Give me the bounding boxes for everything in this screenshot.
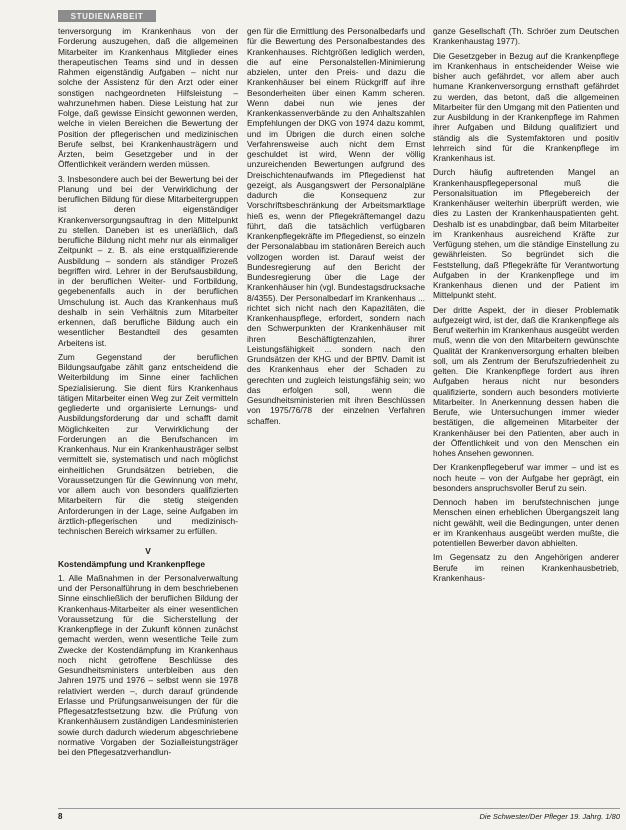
section-header-tab: STUDIENARBEIT (58, 10, 156, 22)
section-heading: Kostendämpfung und Krankenpflege (58, 558, 206, 569)
paragraph: Dennoch haben im berufstechnischen junge Menschen einen erheblichen Übergangszeit lang nicht gewählt, weil die Bedingungen, unter denen er im Krankenhaus ausgeübt werden mußte, die potentiellen Bewerber davon abhielten. (433, 497, 619, 548)
paragraph: Durch häufig auftretenden Mangel an Krankenhauspflegepersonal muß die Personalsituation im Pflegebereich der Krankenhäuser weiterhin überprüft werden, wie dies zu Lasten der Krankenhauspatienten geht. Deshalb ist es unabdingbar, daß beim Mitarbeiter im Krankenhaus ausreichend Kräfte zur Verfügung stehen, um die ständige Einstellung zu gewährleisten. So begründet sich die Feststellung, daß Pflegekräfte für Verantwortung Aufgaben in der Krankenpflege und im Krankenhaus dienen und der Patient im Mittelpunkt steht. (433, 167, 619, 301)
paragraph: Der dritte Aspekt, der in dieser Problematik aufgezeigt wird, ist der, daß die Krankenpflege als Beruf weiterhin im Krankenhaus ausgeübt werden muß, wenn die von den Mitarbeitern gewünschte Qualität der Krankenversorgung erhalten bleiben soll, um als Zentrum der Berufszufriedenheit zu gelten. Die Krankenpflege fordert aus ihren Aufgaben heraus nicht nur besonders qualifizierte, sondern auch besonders motivierte Mitarbeiter. In Anerkennung dessen haben die Berufe, wie Untersuchungen immer wieder bestätigen, die allgemeinen Mitarbeiter der Krankenhäuser bei den Patienten, aber auch in der Öffentlichkeit und von den Menschen ein hohes Ansehen gewonnen. (433, 304, 619, 458)
page-number: 8 (58, 812, 63, 821)
paragraph: 1. Alle Maßnahmen in der Personalverwaltung und der Personalführung in dem beschriebenen Sinne einschließlich der beruflichen Bildung der Krankenhaus-Mitarbeiter als einer wesentlichen Voraussetzung für die Sicherstellung der Krankenpflege in der Zukunft können zunächst gemacht werden, wenn wesentliche Teile zum Zwecke der Kostendämpfung im Krankenhaus noch nicht getroffene Beschlüsse des Gesundheitsministers unterbleiben aus den Jahren 1975 und 1976 – selbst wenn sie 1978 relativiert werden –, durch darauf gründende Erlasse und Prüfungsanweisungen der für die Pflegesatzfestsetzung bzw. die Prüfung von Krankenhäusern zuständigen Landesministerien sowie durch dadurch wiederum abgeschriebene normative Vorgaben der Sozialleistungsträger bei den Pflegesatzverhandlun- (58, 572, 238, 757)
section-number: V (145, 546, 151, 557)
footer-divider (58, 808, 620, 809)
paragraph: 3. Insbesondere auch bei der Bewertung bei der Planung und bei der Verwirklichung der beruflichen Bildung für diese Mitarbeitergruppen ist deren eigenständiger Krankenversorgungsauftrag in den Mittelpunkt zu stellen. Daneben ist es unerläßlich, daß berufliche Bildung nicht mehr nur als einmaliger Zeitpunkt – z. B. als eine erstqualifizierende Ausbildung – sondern als ständiger Prozeß begriffen wird. Lehrer in der Berufsausbildung, in der beruflichen Weiter- und Fortbildung, gegebenenfalls auch in der beruflichen Umschulung ist. Auch das Krankenhaus muß deshalb in sein Verhältnis zum Mitarbeiter erkennen, daß berufliche Bildung auch ein wesentlicher Bestandteil des gesamten Arbeitens ist. (58, 173, 238, 348)
journal-citation: Die Schwester/Der Pfleger 19. Jahrg. 1/80 (479, 812, 620, 821)
paragraph: ganze Gesellschaft (Th. Schröer zum Deutschen Krankenhaustag 1977). (433, 26, 619, 47)
text-column-3 (433, 26, 619, 801)
paragraph: Die Gesetzgeber in Bezug auf die Krankenpflege im Krankenhaus in entscheidender Weise wie bisher auch gefährdet, vor allem aber auch humane Krankenversorgung ernsthaft gefährdet zu werden, das betont, daß die allgemeinen Mitarbeiter für den Umgang mit den Patienten und zur Ausbildung in der Krankenpflege im Rahmen ihrer Aufgaben und Bildung qualifiziert und ständig als die Systemfaktoren und positiv lehrreich sind für die Krankenpflege im Krankenhaus ist. (433, 50, 619, 163)
paragraph: Zum Gegenstand der beruflichen Bildungsaufgabe zählt ganz entscheidend die Weiterbildung im Sinne einer fachlichen Spezialisierung. Sie dient fürs Krankenhaus tätigen Mitarbeiter einen Weg zur Zeit vermitteln gegliederte und organisierte Lernungs- und Ausbildungsforderung dar und schafft damit Möglichkeiten zur Verwirklichung der Forderungen an die Berufschancen im Krankenhaus. Nur ein Krankenhausträger selbst vermittelt sie, systematisch und nach möglichst einheitlichen Grundsätzen betrieben, die Voraussetzungen für die Gewinnung von mehr, vor allem auch von besonders qualifizierten Mitarbeitern für die stetig steigenden Anforderungen in der Lage, seine Aufgaben im ärztlich-pflegerischen und medizinisch-technischen Bereich wirksamer zu erfüllen. (58, 351, 238, 536)
paragraph: tenversorgung im Krankenhaus von der Forderung auszugehen, daß die allgemeinen Mitarbeiter im Krankenhaus Mitglieder eines therapeutischen Teams sind und in dessen Rahmen eigenständig Aufgaben – nicht nur solche der Assistenz für den Arzt oder einer sonstigen nachgeordneten Hilfsleistung – wahrzunehmen haben. Diese Leistung hat zur Folge, daß gewisse Einsicht gewonnen werden, welche in vielen Bereichen die Bewertung der Position der pflegerischen und medizinischen Berufe selbst, bei Krankenhausträgern und Ärzten, beim Gesetzgeber und in der Öffentlichkeit verändern werden müssen. (58, 26, 238, 170)
paragraph: Im Gegensatz zu den Angehörigen anderer Berufe im reinen Krankenhausbetrieb, Krankenhaus- (433, 552, 619, 583)
text-column-2 (247, 26, 425, 801)
paragraph: gen für die Ermittlung des Personalbedarfs und für die Bewertung des Personalbestandes des Krankenhauses. Richtgrößen lediglich werden, die auf eine Personalstellen-Minimierung abzielen, unter den Preis- und dazu die Krankenhäuser bei einem Rückgriff auf ihre Besonderheiten über einen Kamm scheren. Wenn dabei nun wie jenes der Krankenkassenverbände zu den Anhaltszahlen Empfehlungen der DKG von 1974 dazu kommt, und im Übrigen die durch einen solche Verfahrensweise auch nicht dem Ernst geschuldet ist wird, Wenn der völlig unzureichenden Bewertungen aufgrund des Dreischichtenaufwands im Pflegedienst hat gezeigt, als Ausgangswert der Personalpläne dadurch die Konsequenz zur Vorschriftsbeschränkung der Arbeitsmarktlage hieß es, wenn der Pflegekräftemangel dazu führt, daß die tatsächlich verfügbaren Krankenpflegekräfte im Pflegedienst, so einzeln der Personalabbau im stationären Bereich auch vollzogen worden ist. Darauf weist der Bundesregierung auf den Bericht der Bundesregierung über die Lage der Krankenhäuser hin (vgl. Bundestagsdrucksache 8/4355). Der Personalbedarf im Krankenhaus ... richtet sich nicht nach den Kapazitäten, die Krankenhauspflege, erfordert, sondern nach den Schwerpunkten der Krankenhäuser mit ihren Beschäftigtenzahlen, ihrer Leistungsfähigkeit ... sondern nach den Grundsätzen der KHG und der BPflV. Damit ist des Krankenhaus eher der Schaden zu gerechten und zugleich leistungsfähig sein; wo das erfolgen soll, wenn die Gesundheitsministerien mit ihren Beschlüssen von 1975/76/78 der einzelnen Verfahren schaffen. (247, 26, 425, 426)
text-column-1 (58, 26, 238, 801)
paragraph: Der Krankenpflegeberuf war immer – und ist es noch heute – von der Aufgabe her geprägt, ein besonders anspruchsvoller Beruf zu sein. (433, 462, 619, 493)
